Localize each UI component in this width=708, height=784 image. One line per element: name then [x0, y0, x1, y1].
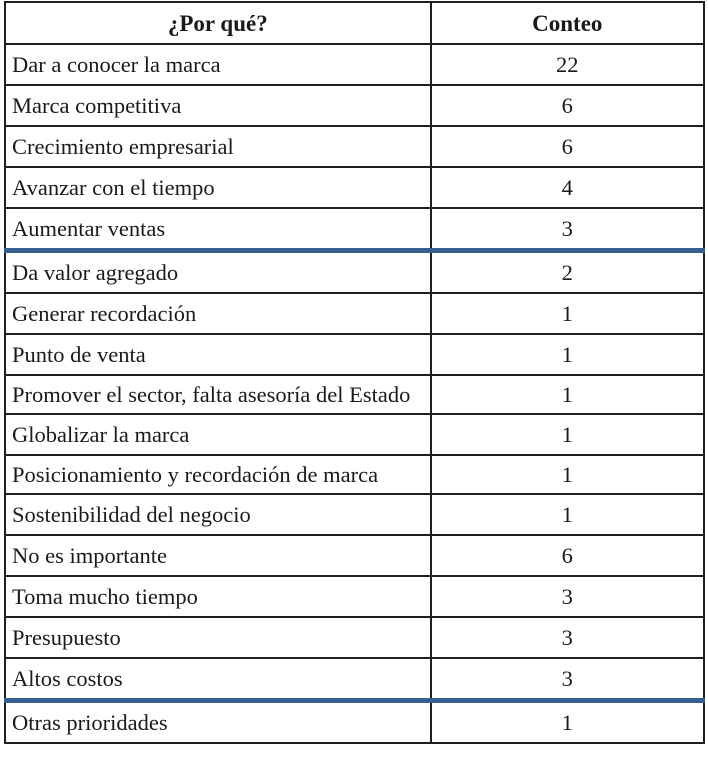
reason-cell: Dar a conocer la marca — [5, 44, 431, 85]
reason-cell: Punto de venta — [5, 334, 431, 375]
reason-cell: Presupuesto — [5, 617, 431, 658]
reason-cell: Globalizar la marca — [5, 414, 431, 455]
table-row — [5, 414, 704, 455]
reason-cell: No es importante — [5, 535, 431, 576]
table-row — [5, 208, 704, 251]
table-row — [5, 701, 704, 744]
table-row — [5, 167, 704, 208]
count-cell: 3 — [431, 617, 704, 658]
count-cell: 2 — [431, 251, 704, 294]
reason-cell: Crecimiento empresarial — [5, 126, 431, 167]
reason-cell: Avanzar con el tiempo — [5, 167, 431, 208]
reasons-count-table — [4, 1, 705, 744]
reason-cell: Generar recordación — [5, 293, 431, 334]
table-row — [5, 251, 704, 294]
count-cell: 1 — [431, 375, 704, 414]
table-row — [5, 126, 704, 167]
reason-cell: Aumentar ventas — [5, 208, 431, 251]
table-row — [5, 494, 704, 535]
table-row — [5, 293, 704, 334]
count-cell: 1 — [431, 334, 704, 375]
reason-cell: Sostenibilidad del negocio — [5, 494, 431, 535]
table-row — [5, 658, 704, 701]
reason-cell: Da valor agregado — [5, 251, 431, 294]
count-cell: 1 — [431, 414, 704, 455]
count-cell: 6 — [431, 535, 704, 576]
count-cell: 1 — [431, 701, 704, 744]
table-row — [5, 334, 704, 375]
count-cell: 3 — [431, 576, 704, 617]
reason-cell: Toma mucho tiempo — [5, 576, 431, 617]
header-count: Conteo — [431, 2, 704, 44]
count-cell: 6 — [431, 126, 704, 167]
table-row — [5, 375, 704, 414]
table-row — [5, 455, 704, 494]
table-row — [5, 44, 704, 85]
table-row — [5, 617, 704, 658]
reason-cell: Altos costos — [5, 658, 431, 701]
count-cell: 22 — [431, 44, 704, 85]
count-cell: 1 — [431, 293, 704, 334]
reason-cell: Otras prioridades — [5, 701, 431, 744]
reason-cell: Marca competitiva — [5, 85, 431, 126]
count-cell: 4 — [431, 167, 704, 208]
header-row — [5, 2, 704, 44]
count-cell: 3 — [431, 658, 704, 701]
count-cell: 3 — [431, 208, 704, 251]
table-row — [5, 576, 704, 617]
count-cell: 6 — [431, 85, 704, 126]
header-reason: ¿Por qué? — [5, 2, 431, 44]
reason-cell: Promover el sector, falta asesoría del Estado — [5, 375, 431, 414]
reason-cell: Posicionamiento y recordación de marca — [5, 455, 431, 494]
table-row — [5, 85, 704, 126]
count-cell: 1 — [431, 455, 704, 494]
count-cell: 1 — [431, 494, 704, 535]
table-row — [5, 535, 704, 576]
